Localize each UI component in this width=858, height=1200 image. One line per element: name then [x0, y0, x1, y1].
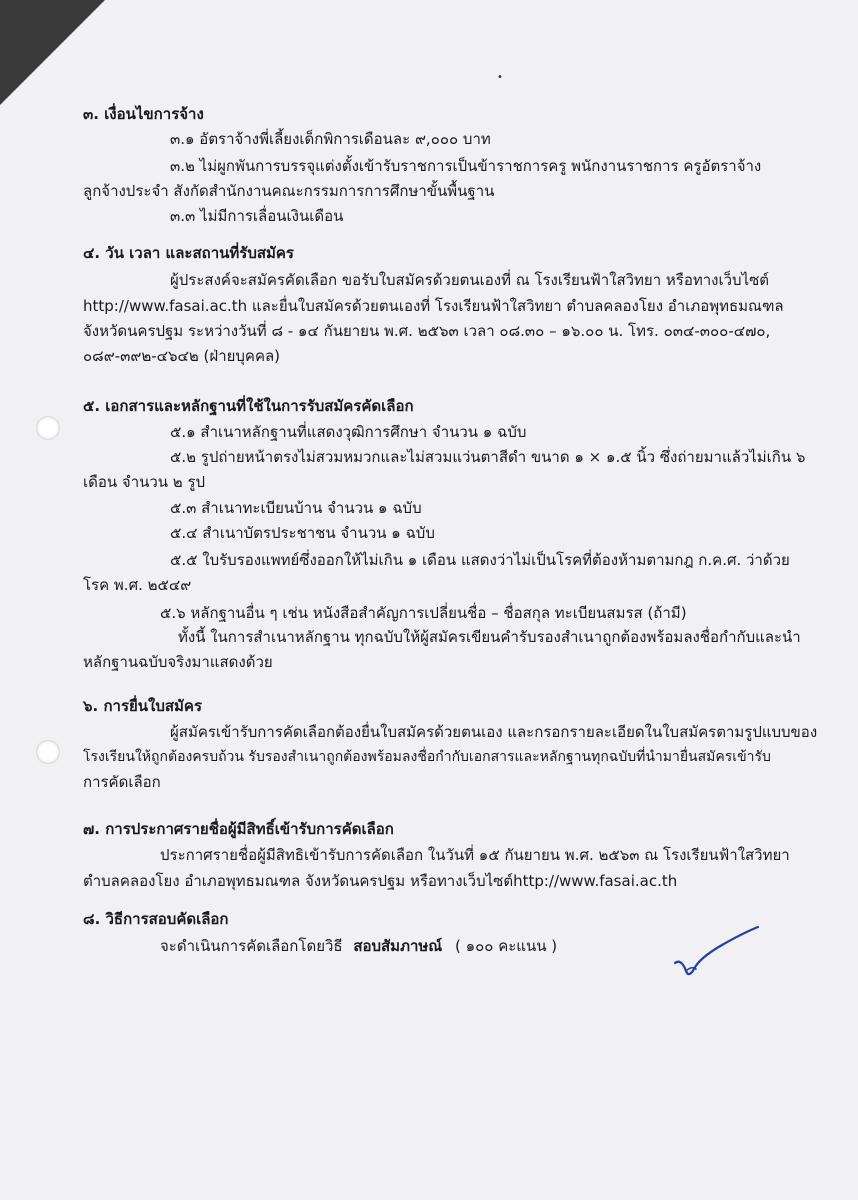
section-7-line-2: ตำบลคลองโยง อำเภอพุทธมณฑล จังหวัดนครปฐม หรือทางเว็บไซต์http://www.fasai.ac.th: [83, 872, 678, 890]
section-4-heading: ๔. วัน เวลา และสถานที่รับสมัคร: [83, 244, 294, 262]
top-mark: •: [497, 72, 503, 83]
section-5-line-2: ๕.๒ รูปถ่ายหน้าตรงไม่สวมหมวกและไม่สวมแว่นตาสีดำ ขนาด ๑ × ๑.๕ นิ้ว ซึ่งถ่ายมาแล้วไม่เกิน ๖: [170, 448, 806, 466]
section-3-line-4: ๓.๓ ไม่มีการเลื่อนเงินเดือน: [170, 207, 344, 225]
handwritten-signature: [670, 925, 770, 985]
section-3-line-2: ๓.๒ ไม่ผูกพันการบรรจุแต่งตั้งเข้ารับราชการเป็นข้าราชการครู พนักงานราชการ ครูอัตราจ้าง: [170, 157, 762, 175]
section-5-line-6: ๕.๕ ใบรับรองแพทย์ซึ่งออกให้ไม่เกิน ๑ เดือน แสดงว่าไม่เป็นโรคที่ต้องห้ามตามกฎ ก.ค.ศ. ว่าด้วย: [170, 551, 790, 569]
section-3-line-1: ๓.๑ อัตราจ้างพี่เลี้ยงเด็กพิการเดือนละ ๙,๐๐๐ บาท: [170, 130, 491, 148]
section-5-line-5: ๕.๔ สำเนาบัตรประชาชน จำนวน ๑ ฉบับ: [170, 524, 435, 542]
section-6-line-2: โรงเรียนให้ถูกต้องครบถ้วน รับรองสำเนาถูกต้องพร้อมลงชื่อกำกับเอกสารและหลักฐานทุกฉบับที่นำมายื่นสมัครเข้ารับ: [83, 749, 771, 765]
section-6-line-1: ผู้สมัครเข้ารับการคัดเลือกต้องยื่นใบสมัครด้วยตนเอง และกรอกรายละเอียดในใบสมัครตามรูปแบบของ: [170, 723, 818, 741]
section-5-line-3: เดือน จำนวน ๒ รูป: [83, 473, 206, 491]
section-3-line-3: ลูกจ้างประจำ สังกัดสำนักงานคณะกรรมการการศึกษาขั้นพื้นฐาน: [83, 182, 495, 200]
section-5-line-8: ๕.๖ หลักฐานอื่น ๆ เช่น หนังสือสำคัญการเปลี่ยนชื่อ – ชื่อสกุล ทะเบียนสมรส (ถ้ามี): [160, 604, 687, 622]
section-7-line-1: ประกาศรายชื่อผู้มีสิทธิเข้ารับการคัดเลือก ในวันที่ ๑๕ กันยายน พ.ศ. ๒๕๖๓ ณ โรงเรียนฟ้าใสวิทยา: [160, 846, 790, 864]
section-5-line-9: ทั้งนี้ ในการสำเนาหลักฐาน ทุกฉบับให้ผู้สมัครเขียนคำรับรองสำเนาถูกต้องพร้อมลงชื่อกำกับและนำ: [178, 628, 801, 646]
section-4-line-4: ๐๘๙-๓๙๒-๔๖๔๒ (ฝ่ายบุคคล): [83, 347, 281, 365]
section-6-heading: ๖. การยื่นใบสมัคร: [83, 697, 203, 715]
section-5-heading: ๕. เอกสารและหลักฐานที่ใช้ในการรับสมัครคัดเลือก: [83, 397, 414, 415]
section-4-line-2: http://www.fasai.ac.th และยื่นใบสมัครด้วยตนเองที่ โรงเรียนฟ้าใสวิทยา ตำบลคลองโยง อำเภอพุทธมณฑล: [83, 297, 784, 315]
section-5-line-10: หลักฐานฉบับจริงมาแสดงด้วย: [83, 653, 273, 671]
section-8-prefix: จะดำเนินการคัดเลือกโดยวิธี: [160, 937, 343, 955]
section-5-line-1: ๕.๑ สำเนาหลักฐานที่แสดงวุฒิการศึกษา จำนวน ๑ ฉบับ: [170, 423, 527, 441]
section-7-heading: ๗. การประกาศรายชื่อผู้มีสิทธิ์เข้ารับการคัดเลือก: [83, 820, 394, 838]
section-4-line-3: จังหวัดนครปฐม ระหว่างวันที่ ๘ - ๑๔ กันยายน พ.ศ. ๒๕๖๓ เวลา ๐๘.๓๐ – ๑๖.๐๐ น. โทร. ๐๓๔-๓๐๐-๔๗๐,: [83, 322, 771, 340]
section-8-heading: ๘. วิธีการสอบคัดเลือก: [83, 910, 229, 928]
section-4-line-1: ผู้ประสงค์จะสมัครคัดเลือก ขอรับใบสมัครด้วยตนเองที่ ณ โรงเรียนฟ้าใสวิทยา หรือทางเว็บไซต์: [170, 271, 770, 289]
section-5-line-4: ๕.๓ สำเนาทะเบียนบ้าน จำนวน ๑ ฉบับ: [170, 499, 422, 517]
section-8-line: [160, 937, 557, 955]
section-5-line-7: โรค พ.ศ. ๒๕๔๙: [83, 576, 192, 594]
section-6-line-3: การคัดเลือก: [83, 773, 161, 791]
section-8-method: สอบสัมภาษณ์: [353, 937, 443, 955]
section-3-heading: ๓. เงื่อนไขการจ้าง: [83, 105, 204, 123]
section-8-suffix: ( ๑๐๐ คะแนน ): [454, 937, 558, 955]
